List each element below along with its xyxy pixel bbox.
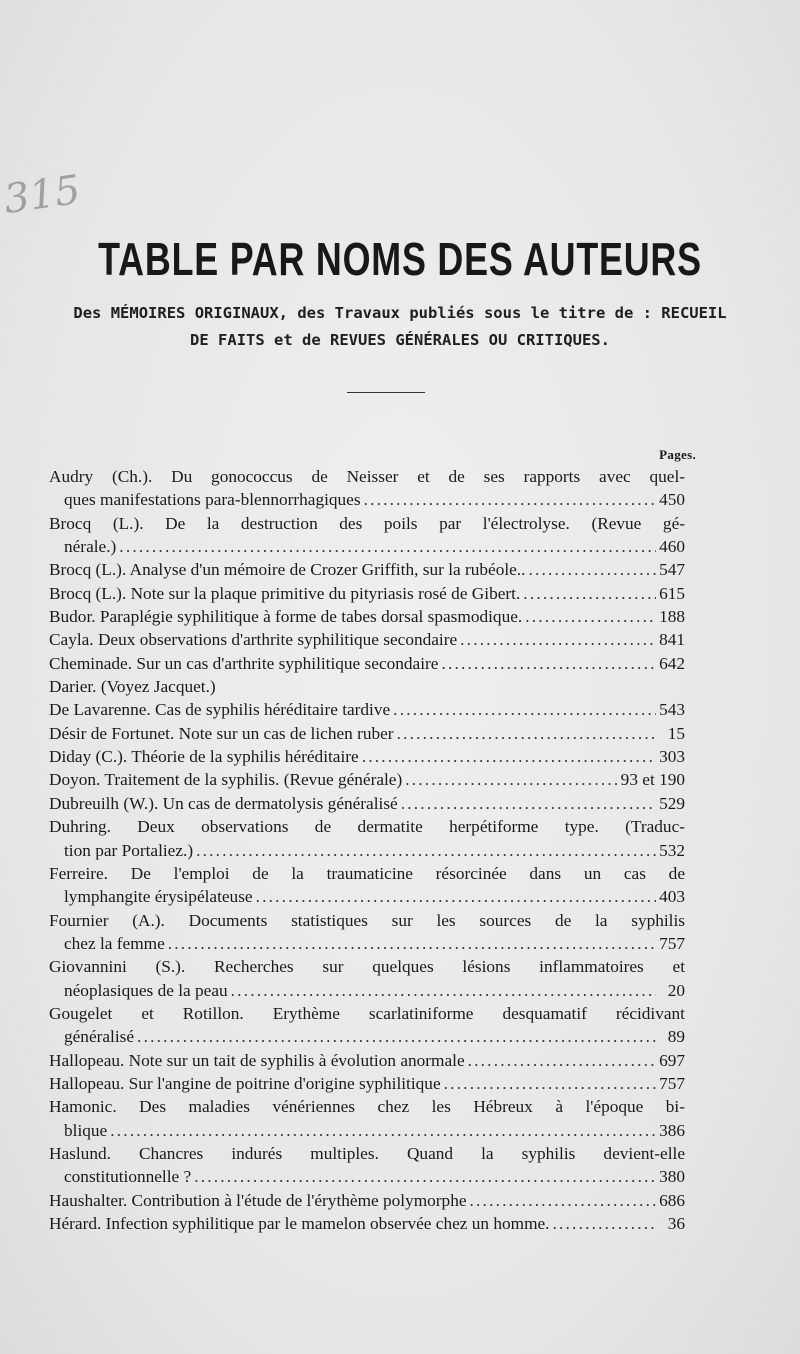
index-entry [49,465,685,512]
index-entry [49,722,685,745]
entry-text-line: Hérard. Infection syphilitique par le mamelon observée chez un homme. [49,1214,550,1233]
page-number: 36 [667,1214,685,1233]
page-number: 642 [659,653,685,673]
entry-text-line: blique [64,1120,108,1140]
entry-text-line: néoplasiques de la peau [64,980,228,1000]
leader-dots [444,1072,656,1095]
entry-text-line: Fournier (A.). Documents statistiques sur les sources de la syphilis [49,910,685,930]
entry-final-line [49,979,685,1002]
entry-final-line [49,698,685,721]
entry-text-line: Brocq (L.). Note sur la plaque primitive du pityriasis rosé de Gibert. [49,583,521,603]
index-entry [49,698,685,721]
entry-final-line [49,839,685,862]
entry-text-line: tion par Portaliez.) [64,840,194,860]
page-number: 303 [659,747,685,767]
entry-text-line: Ferreire. De l'emploi de la traumaticine résorcinée dans un cas de [49,863,685,883]
leader-dots [460,628,656,651]
index-entry [49,862,685,909]
entry-text-line: Hallopeau. Sur l'angine de poitrine d'origine syphilitique [49,1073,441,1093]
entry-final-line [49,558,685,581]
page-number: 532 [659,840,685,860]
leader-dots [470,1189,656,1212]
page-number: 543 [659,700,685,720]
entry-text-line: Cheminade. Sur un cas d'arthrite syphilitique secondaire [49,653,439,673]
entry-text-line: Hamonic. Des maladies vénériennes chez les Hébreux à l'époque bi- [49,1097,685,1117]
page-number: 20 [667,980,685,1000]
leader-dots [194,1165,656,1188]
leader-dots [256,885,656,908]
page-number: 15 [667,723,685,743]
entry-final-line [49,1025,685,1048]
index-entry [49,815,685,862]
page-number: 615 [659,583,685,603]
entry-text-line: Brocq (L.). De la destruction des poils par l'électrolyse. (Revue gé- [49,513,685,533]
entry-text-line: Dubreuilh (W.). Un cas de dermatolysis généralisé [49,793,398,813]
page-number: 403 [659,887,685,907]
page-number: 529 [659,793,685,813]
page-number: 686 [659,1190,685,1210]
page-number: 188 [659,607,685,627]
leader-dots [441,652,656,675]
leader-dots [110,1119,656,1142]
entry-text-line: Doyon. Traitement de la syphilis. (Revue générale) [49,770,403,790]
entry-final-line [49,792,685,815]
leader-dots [137,1025,656,1048]
index-entry [49,792,685,815]
index-entry [49,652,685,675]
leader-dots [231,979,656,1002]
index-entry [49,745,685,768]
leader-dots [405,768,617,791]
page-number: 89 [667,1027,685,1047]
leader-dots [401,792,656,815]
entry-final-line [49,652,685,675]
entry-text-line: Brocq (L.). Analyse d'un mémoire de Crozer Griffith, sur la rubéole.. [49,560,526,580]
entry-final-line [49,675,685,698]
leader-dots [525,605,656,628]
page-number: 757 [659,933,685,953]
leader-dots [528,558,656,581]
leader-dots [362,745,656,768]
entry-text-line: lymphangite érysipélateuse [64,887,253,907]
page-number: 547 [659,560,685,580]
index-entry [49,768,685,791]
entry-final-line [49,1189,685,1212]
page-title: TABLE PAR NOMS DES AUTEURS [98,233,702,285]
index-entry [49,1189,685,1212]
entry-text-line: constitutionnelle ? [64,1167,192,1187]
entry-text-line: Gougelet et Rotillon. Erythème scarlatiniforme desquamatif récidivant [49,1003,685,1023]
page-number: 757 [659,1073,685,1093]
entry-text-line: Cayla. Deux observations d'arthrite syphilitique secondaire [49,630,458,650]
entry-final-line [49,885,685,908]
entry-text-line: Haslund. Chancres indurés multiples. Quand la syphilis devient-elle [49,1143,685,1163]
entry-text-line: nérale.) [64,537,117,557]
index-entry [49,628,685,651]
separator-rule [347,392,425,393]
entry-text-line: De Lavarenne. Cas de syphilis héréditaire tardive [49,700,391,720]
index-entry [49,558,685,581]
entry-text-line: généralisé [64,1027,135,1047]
entry-final-line [49,1165,685,1188]
entry-text-line: Haushalter. Contribution à l'étude de l'érythème polymorphe [49,1190,467,1210]
page-number: 841 [659,630,685,650]
leader-dots [196,839,656,862]
index-entry [49,909,685,956]
page-number: 450 [659,490,685,510]
leader-dots [364,488,656,511]
entry-final-line [49,1119,685,1142]
entry-final-line [49,535,685,558]
subtitle [58,300,742,354]
page-number: 697 [659,1050,685,1070]
entry-final-line [49,768,685,791]
entry-text-line: ques manifestations para-blennorrhagiques [64,490,361,510]
author-index-list [49,465,685,1235]
leader-dots [468,1049,656,1072]
entry-text-line: Audry (Ch.). Du gonococcus de Neisser et de ses rapports avec quel- [49,467,685,486]
index-entry [49,1072,685,1095]
page-number: 460 [659,537,685,557]
index-entry [49,955,685,1002]
index-entry [49,1212,685,1235]
entry-text-line: Diday (C.). Théorie de la syphilis héréditaire [49,747,359,767]
entry-final-line [49,605,685,628]
index-entry [49,675,685,698]
entry-text-line: Giovannini (S.). Recherches sur quelques lésions inflammatoires et [49,957,685,977]
entry-final-line [49,745,685,768]
entry-final-line [49,582,685,605]
leader-dots [393,698,656,721]
subtitle-line: Des MÉMOIRES ORIGINAUX, des Travaux publiés sous le titre de : RECUEIL [73,304,727,322]
entry-final-line [49,932,685,955]
leader-dots [168,932,656,955]
entry-text-line: Budor. Paraplégie syphilitique à forme de tabes dorsal spasmodique. [49,607,523,627]
pages-column-header: Pages. [659,447,696,462]
page-number: 386 [659,1120,685,1140]
entry-final-line [49,628,685,651]
index-entry [49,1049,685,1072]
entry-text-line: Désir de Fortunet. Note sur un cas de lichen ruber [49,723,394,743]
entry-final-line [49,488,685,511]
entry-text-line: Darier. (Voyez Jacquet.) [49,677,216,697]
index-entry [49,1095,685,1142]
leader-dots [553,1212,657,1235]
page-number: 380 [659,1167,685,1187]
index-entry [49,605,685,628]
index-entry [49,1002,685,1049]
leader-dots [523,582,656,605]
subtitle-line: DE FAITS et de REVUES GÉNÉRALES OU CRITIQUES. [190,331,610,349]
entry-text-line: Hallopeau. Note sur un tait de syphilis à évolution anormale [49,1050,465,1070]
entry-final-line [49,1049,685,1072]
leader-dots [397,722,656,745]
index-entry [49,512,685,559]
entry-final-line [49,1212,685,1235]
leader-dots [119,535,656,558]
index-entry [49,582,685,605]
margin-annotation: 315 [1,166,84,224]
entry-text-line: Duhring. Deux observations de dermatite herpétiforme type. (Traduc- [49,817,685,837]
entry-text-line: chez la femme [64,933,165,953]
page-number: 93 et 190 [620,770,685,790]
entry-final-line [49,722,685,745]
index-entry [49,1142,685,1189]
entry-final-line [49,1072,685,1095]
